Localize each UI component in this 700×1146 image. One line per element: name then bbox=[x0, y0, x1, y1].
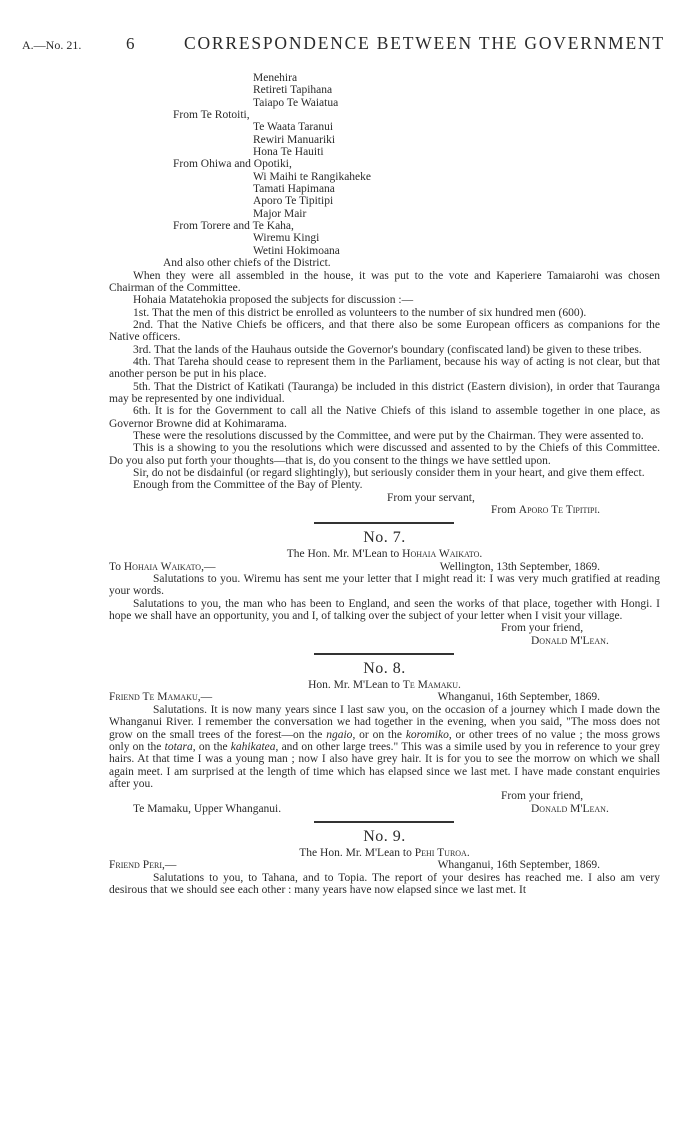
maori-term: totara bbox=[164, 740, 193, 753]
signature: Donald M'Lean. bbox=[531, 634, 609, 647]
paragraph: Salutations to you. Wiremu has sent me your letter that I might read it: I was very much gratified at reading your words. bbox=[109, 573, 660, 598]
salutation: Friend Peri,— bbox=[109, 859, 177, 872]
paragraph: Salutations to you, the man who has been to England, and seen the works of that place, together with Hongi. I hope we shall have an opportunity, you and I, of talking over the subject of your letter when I visit your village. bbox=[109, 597, 660, 623]
section-divider bbox=[314, 653, 454, 655]
letter-title bbox=[109, 548, 660, 560]
list-item: Aporo Te Tipitipi bbox=[253, 195, 334, 208]
place-date: Whanganui, 16th September, 1869. bbox=[437, 691, 600, 704]
list-closing-line: And also other chiefs of the District. bbox=[163, 257, 331, 270]
list-item: Tamati Hapimana bbox=[253, 183, 335, 196]
list-group-heading: From Torere and Te Kaha, bbox=[173, 220, 294, 233]
resolution: 2nd. That the Native Chiefs be officers, and that there also be some European officers as companions for the Native officers. bbox=[109, 318, 660, 344]
closing-line: From your friend, bbox=[501, 790, 584, 803]
section-divider bbox=[314, 522, 454, 524]
list-item: Hona Te Hauiti bbox=[253, 146, 324, 159]
list-item: Te Waata Taranui bbox=[253, 121, 334, 134]
salutation-prefix: To bbox=[109, 560, 121, 573]
recipient-address: Te Mamaku, Upper Whanganui. bbox=[133, 802, 282, 815]
address-line bbox=[109, 859, 660, 871]
paragraph: Hohaia Matatehokia proposed the subjects for discussion :— bbox=[133, 294, 414, 307]
salutation bbox=[109, 561, 215, 573]
letter-title-text: The Hon. Mr. M'Lean to bbox=[286, 548, 400, 561]
paragraph: This is a showing to you the resolutions which were discussed and assented to by the Chiefs of this Committee. Do you also put forth your thoughts—that is, do you consent to the things we have settled upon. bbox=[109, 442, 660, 467]
list-item: Taiapo Te Waiatua bbox=[253, 96, 339, 109]
text-run: , and on other large trees." This was a simile used by you in reference to your grey hairs. At that time I was a young man ; now I also have grey hair. It is for you to see the morrow on which we shall again meet. I am surprised at the length of time which has elapsed since we last met. I have made constant enquiries after you. bbox=[109, 740, 660, 790]
paragraph: When they were all assembled in the house, it was put to the vote and Kaperiere Tamaiarohi was chosen Chairman of the Committee. bbox=[109, 269, 660, 294]
address-line bbox=[109, 691, 660, 703]
maori-term: kahikatea bbox=[230, 740, 276, 753]
resolution: 1st. That the men of this district be enrolled as volunteers to the number of six hundred men (600). bbox=[133, 306, 587, 319]
list-item: Wi Maihi te Rangikaheke bbox=[253, 170, 372, 183]
maori-term: ngaio bbox=[326, 728, 353, 741]
place-date: Whanganui, 16th September, 1869. bbox=[437, 859, 600, 872]
list-item: Retireti Tapihana bbox=[253, 84, 333, 97]
page-number: 6 bbox=[126, 34, 135, 53]
signature: Donald M'Lean. bbox=[531, 802, 609, 815]
signature-prefix: From bbox=[491, 504, 516, 517]
closing-line: From your friend, bbox=[501, 622, 584, 635]
text-run: , on the bbox=[192, 740, 231, 753]
list-item: Wiremu Kingi bbox=[253, 232, 320, 245]
list-group-heading: From Te Rotoiti, bbox=[173, 109, 250, 122]
resolution: 3rd. That the lands of the Hauhaus outside the Governor's boundary (confiscated land) be given to these tribes. bbox=[133, 343, 642, 356]
text-run: Salutations. It is now many years since I last saw you, on the occasion of a journey which I made down the Whanganui River. I remember the conversation we had together in the evening, when you said, "The moss does not grow on the small trees of the forest—on the bbox=[109, 703, 660, 741]
resolution: 5th. That the District of Katikati (Tauranga) be included in this district (Eastern division), in order that Tauranga may be represented by one individual. bbox=[109, 380, 660, 405]
list-group-heading: From Ohiwa and Opotiki, bbox=[173, 158, 292, 171]
document-reference: A.—No. 21. bbox=[22, 38, 82, 52]
running-title: CORRESPONDENCE BETWEEN THE GOVERNMENT bbox=[184, 33, 665, 53]
letter-number: No. 7. bbox=[363, 529, 406, 547]
section-divider bbox=[314, 821, 454, 823]
letter-title-text: Hon. Mr. M'Lean to bbox=[308, 679, 400, 692]
signature-name: Aporo Te Tipitipi. bbox=[518, 504, 601, 517]
paragraph bbox=[109, 704, 660, 790]
paragraph: Sir, do not be disdainful (or regard slightingly), but seriously consider them in your heart, and give them effect. bbox=[133, 467, 645, 479]
paragraph: Salutations to you, to Tahana, and to Topia. The report of your desires has reached me. I also am very desirous that we should see each other : many years have now elapsed since we last met. It bbox=[109, 871, 660, 896]
list-item: Rewiri Manuariki bbox=[253, 133, 336, 146]
letter-title-recipient: Te Mamaku. bbox=[402, 679, 461, 692]
list-item: Wetini Hokimoana bbox=[253, 244, 340, 257]
address-signature-line bbox=[109, 803, 660, 815]
salutation: Friend Te Mamaku,— bbox=[109, 691, 213, 704]
letter-title-recipient: Pehi Turoa. bbox=[414, 846, 470, 859]
letter-title bbox=[109, 679, 660, 691]
letter-title-text: The Hon. Mr. M'Lean to bbox=[299, 846, 412, 859]
closing-line: From your servant, bbox=[387, 491, 475, 504]
letter-number: No. 8. bbox=[363, 660, 406, 678]
letter-title-recipient: Hohaia Waikato. bbox=[402, 548, 483, 561]
list-item: Major Mair bbox=[253, 207, 307, 220]
resolution: 4th. That Tareha should cease to represent them in the Parliament, because his way of acting is not clear, but that another person be put in his place. bbox=[109, 355, 660, 381]
signature bbox=[109, 504, 660, 516]
paragraph: These were the resolutions discussed by the Committee, and were put by the Chairman. They were assented to. bbox=[133, 429, 644, 442]
text-run: , or other trees of no value ; the moss grows only on the bbox=[109, 728, 661, 753]
maori-term: koromiko bbox=[405, 728, 449, 741]
page-header bbox=[22, 32, 670, 56]
document-body bbox=[109, 72, 660, 896]
resolution: 6th. It is for the Government to call all the Native Chiefs of this island to assemble together in one place, as Governor Browne did at Kohimarama. bbox=[109, 405, 660, 430]
text-run: , or on the bbox=[352, 728, 406, 741]
salutation-name: Hohaia Waikato,— bbox=[123, 560, 216, 573]
place-date: Wellington, 13th September, 1869. bbox=[439, 560, 600, 573]
address-line bbox=[109, 561, 660, 573]
paragraph: Enough from the Committee of the Bay of Plenty. bbox=[133, 479, 363, 492]
letter-number: No. 9. bbox=[363, 827, 406, 845]
letter-title bbox=[109, 847, 660, 859]
list-item: Menehira bbox=[253, 72, 298, 84]
